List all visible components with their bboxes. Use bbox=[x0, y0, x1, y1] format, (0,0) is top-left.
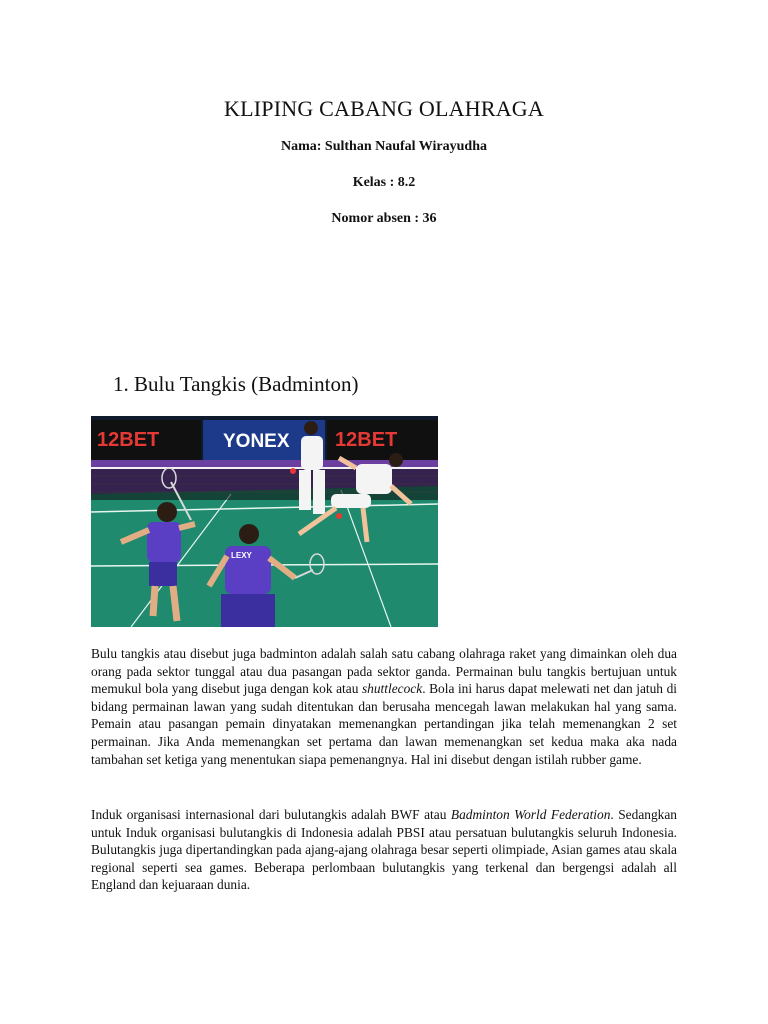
paragraph-1 bbox=[91, 645, 677, 768]
banner-left-text: 12BET bbox=[97, 429, 160, 451]
paragraph-1-italic: shuttlecock bbox=[361, 681, 423, 697]
paragraph-1-text-b: . Bola ini harus dapat melewati net dan jatuh di bidang permainan lawan yang sudah ditentukan dan berusaha mencegah lawan melakukan hal yang sama. Pemain atau pasangan pemain dinyatakan memenangkan pertandingan jika telah memenangkan 2 set permainan. Jika Anda memenangkan set pertama dan lawan memenangkan set kedua maka aka nada tambahan set ketiga yang menentukan siapa pemenangnya. Hal ini disebut dengan istilah rubber game. bbox=[91, 681, 677, 767]
paragraph-2-italic: Badminton World Federation bbox=[450, 807, 611, 822]
paragraph-1-text-a: Bulu tangkis atau disebut juga badminton adalah salah satu cabang olahraga raket yang dimainkan oleh dua orang pada sektor tunggal atau dua pasangan pada sektor ganda. Permainan bulu tangkis bertujuan untuk memukul bola yang disebut juga dengan kok atau bbox=[91, 646, 677, 697]
section-heading: 1. Bulu Tangkis (Badminton) bbox=[113, 372, 359, 396]
student-name: Nama: Sulthan Naufal Wirayudha bbox=[280, 139, 488, 154]
paragraph-2 bbox=[91, 806, 677, 894]
student-absen-number: Nomor absen : 36 bbox=[331, 211, 437, 226]
badminton-photo bbox=[91, 416, 438, 627]
student-class: Kelas : 8.2 bbox=[352, 175, 416, 190]
paragraph-2-text-a: Induk organisasi internasional dari bulutangkis adalah BWF atau bbox=[91, 807, 451, 822]
shirt-text: LEXY bbox=[231, 551, 252, 560]
banner-right-text: 12BET bbox=[335, 429, 398, 451]
banner-mid-text: YONEX bbox=[223, 431, 290, 452]
document-title: KLIPING CABANG OLAHRAGA bbox=[224, 96, 544, 121]
paragraph-2-text-b: . Sedangkan untuk Induk organisasi bulutangkis di Indonesia adalah PBSI atau persatuan bulutangkis seluruh Indonesia. Bulutangkis juga dipertandingkan pada ajang-ajang olahraga besar seperti olimpiade, Asian games atau skala regional seperti sea games. Beberapa perlombaan bulutangkis yang terkenal dan bergengsi adalah all England dan kejuaraan dunia. bbox=[91, 807, 677, 893]
